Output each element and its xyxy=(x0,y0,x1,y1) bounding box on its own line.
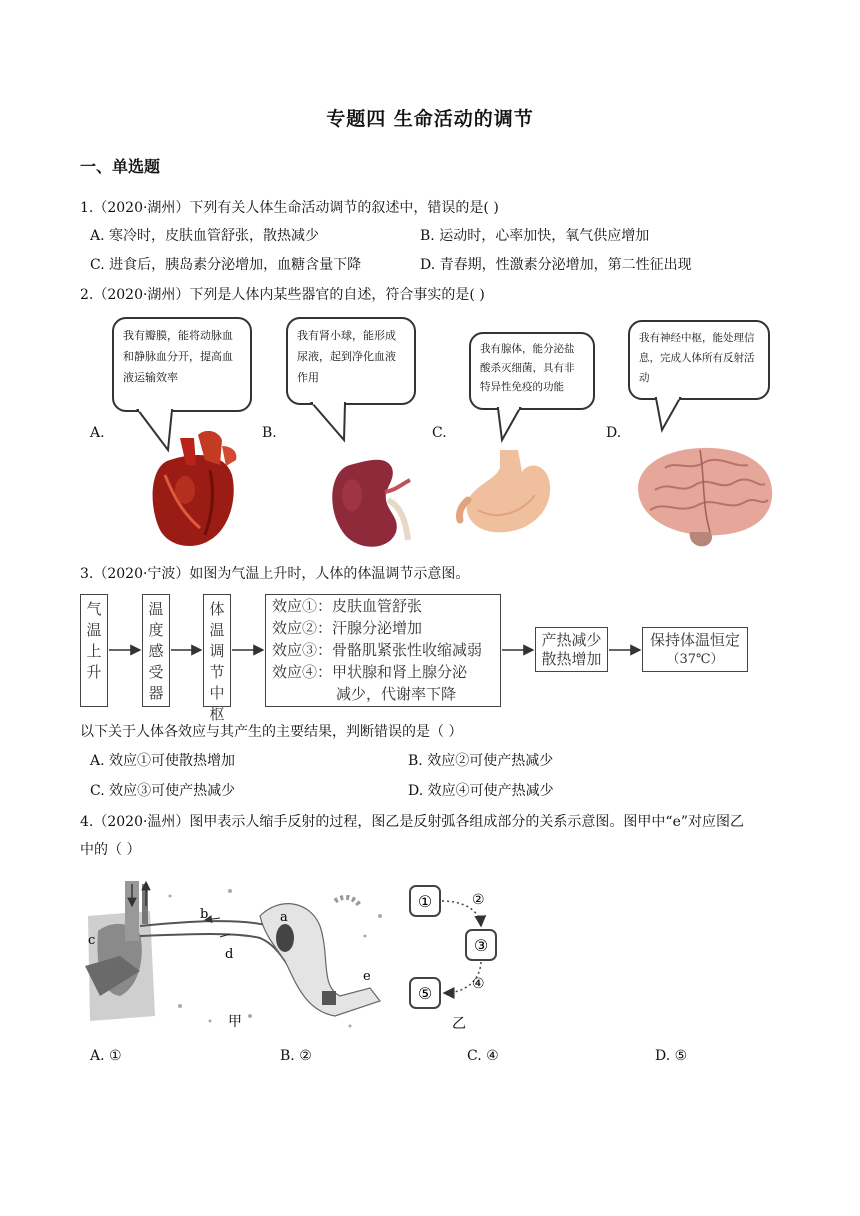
bubble-tail xyxy=(656,398,680,430)
effect-3: 效应③：骨骼肌紧张性收缩减弱 xyxy=(272,641,483,659)
figure-jia-reflex xyxy=(80,876,390,1036)
q4-stem-line2: 中的（ ） xyxy=(80,842,141,858)
q4-option-c[interactable]: C. ④ xyxy=(467,1048,499,1064)
q4-option-a[interactable]: A. ① xyxy=(90,1048,122,1064)
bubble-tail xyxy=(138,410,172,450)
label-d: d xyxy=(225,947,234,962)
q1-stem: 1.（2020·湖州）下列有关人体生命活动调节的叙述中，错误的是( ) xyxy=(80,200,499,216)
speech-bubble-heart: 我有瓣膜，能将动脉血和静脉血分开，提高血液运输效率 xyxy=(112,317,252,412)
flow-box-temperature-receptor: 温度感受器 xyxy=(142,594,170,707)
q2-option-a[interactable]: A. xyxy=(90,425,105,441)
q2-option-c[interactable]: C. xyxy=(432,425,447,441)
speech-bubble-brain: 我有神经中枢，能处理信息，完成人体所有反射活动 xyxy=(628,320,770,400)
svg-text:③: ③ xyxy=(473,936,489,955)
q1-option-d[interactable]: D. 青春期，性激素分泌增加，第二性征出现 xyxy=(420,257,692,273)
effect-1: 效应①：皮肤血管舒张 xyxy=(272,597,423,615)
q2-option-b[interactable]: B. xyxy=(262,425,277,441)
q4-option-d[interactable]: D. ⑤ xyxy=(655,1048,688,1064)
page-title: 专题四 生命活动的调节 xyxy=(326,108,534,130)
heart-illustration xyxy=(153,431,237,546)
bubble-tail xyxy=(498,408,520,440)
figure-yi-reflex-arc xyxy=(400,876,510,1036)
bubble-tail xyxy=(312,403,345,440)
label-a: a xyxy=(280,910,288,925)
organ-illustrations xyxy=(0,300,860,560)
stomach-illustration xyxy=(459,450,550,532)
q3-substem: 以下关于人体各效应与其产生的主要结果，判断错误的是（ ） xyxy=(80,724,463,740)
edge-4: ④ xyxy=(472,976,485,992)
flow-arrows xyxy=(0,590,860,710)
flow-box-temperature-rise: 气温上升 xyxy=(80,594,108,707)
effect-4-cont: 减少，代谢率下降 xyxy=(336,685,457,703)
q3-stem: 3.（2020·宁波）如图为气温上升时，人体的体温调节示意图。 xyxy=(80,566,470,582)
brain-illustration xyxy=(638,448,772,546)
effect-2: 效应②：汗腺分泌增加 xyxy=(272,619,423,637)
q3-option-b[interactable]: B. 效应②可使产热减少 xyxy=(408,753,554,769)
q2-stem: 2.（2020·湖州）下列是人体内某些器官的自述，符合事实的是( ) xyxy=(80,287,485,303)
flow-box-constant-temperature: 保持体温恒定 （37℃） xyxy=(642,627,748,672)
caption-yi: 乙 xyxy=(452,1016,466,1032)
speech-bubble-stomach: 我有腺体，能分泌盐酸杀灭细菌，具有非特异性免疫的功能 xyxy=(469,332,595,410)
q1-option-a[interactable]: A. 寒冷时，皮肤血管舒张，散热减少 xyxy=(90,228,320,244)
kidney-illustration xyxy=(332,460,410,547)
effect-4: 效应④：甲状腺和肾上腺分泌 xyxy=(272,663,468,681)
flow-box-heat-result: 产热减少 散热增加 xyxy=(535,627,608,672)
section-heading: 一、单选题 xyxy=(80,157,161,176)
q4-option-b[interactable]: B. ② xyxy=(280,1048,312,1064)
label-b: b xyxy=(200,907,209,922)
caption-jia: 甲 xyxy=(228,1014,242,1030)
svg-text:⑤: ⑤ xyxy=(417,984,433,1003)
speech-bubble-kidney: 我有肾小球，能形成尿液，起到净化血液作用 xyxy=(286,317,416,405)
q3-option-d[interactable]: D. 效应④可使产热减少 xyxy=(408,783,554,799)
edge-2: ② xyxy=(472,892,485,908)
q1-option-b[interactable]: B. 运动时，心率加快，氧气供应增加 xyxy=(420,228,650,244)
label-c: c xyxy=(88,933,96,948)
label-e: e xyxy=(363,969,371,984)
q2-option-d[interactable]: D. xyxy=(606,425,622,441)
q3-option-c[interactable]: C. 效应③可使产热减少 xyxy=(90,783,236,799)
q4-stem-line1: 4.（2020·温州）图甲表示人缩手反射的过程，图乙是反射弧各组成部分的关系示意图。图甲中“e”对应图乙 xyxy=(80,814,745,830)
q3-option-a[interactable]: A. 效应①可使散热增加 xyxy=(90,753,236,769)
q1-option-c[interactable]: C. 进食后，胰岛素分泌增加，血糖含量下降 xyxy=(90,257,362,273)
flow-box-regulation-center: 体温调节中枢 xyxy=(203,594,231,707)
svg-text:①: ① xyxy=(417,892,433,911)
